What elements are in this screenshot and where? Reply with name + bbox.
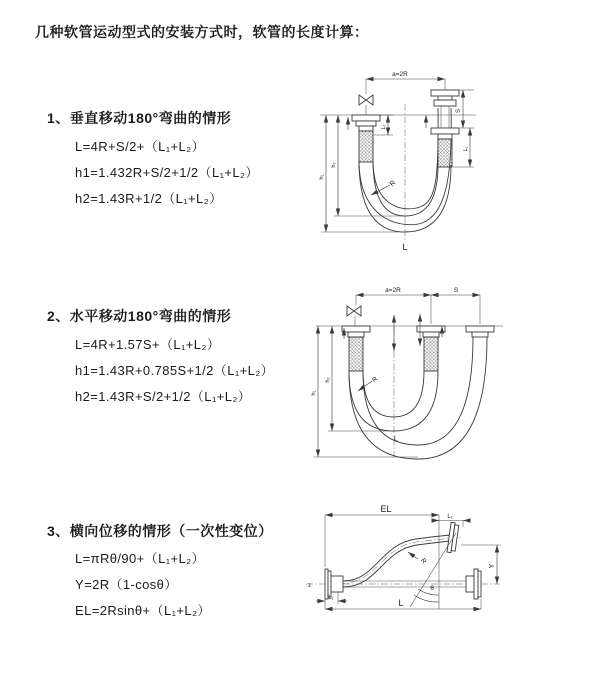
dimension-a2r [356,287,480,324]
label-l: L [402,242,408,252]
dimension-l [325,598,481,609]
label-h1: h₁ [319,174,325,180]
formula-line: h1=1.432R+S/2+1/2（L₁+L₂） [75,165,259,180]
label-h2: h₂ [331,162,337,168]
right-flange [466,326,494,337]
section-3-heading: 3、横向位移的情形（一次性变位） [47,523,273,539]
radius-leader [358,375,379,391]
left-flange [342,326,370,371]
left-flange [352,115,380,162]
label-a2r: a=2R [385,287,401,294]
label-r: R [388,179,398,189]
label-r: R [370,375,380,385]
formula-line: L=πRθ/90+（L₁+L₂） [75,551,205,566]
diagram-lateral-displacement [298,497,598,649]
braid-section [359,131,373,162]
section-2-heading: 2、水平移动180°弯曲的情形 [47,308,232,324]
label-l1-left: L₁ [381,124,387,130]
formula-line: h2=1.43R+S/2+1/2（L₁+L₂） [75,389,252,404]
middle-flange [417,326,445,371]
label-h1: h₁ [311,390,317,396]
label-l1-right: L₁ [463,146,469,152]
label-y: Y [489,563,496,569]
formula-line: L=4R+S/2+（L₁+L₂） [75,139,206,154]
braid-section [349,337,363,371]
braid-section [424,337,438,371]
page-title: 几种软管运动型式的安装方式时，软管的长度计算： [35,24,369,40]
formula-line: EL=2Rsinθ+（L₁+L₂） [75,603,211,618]
label-h2: h₂ [325,377,331,383]
label-s: S [453,287,459,294]
radius-leader [408,552,428,565]
formula-line: Y=2R（1-cosθ） [75,577,178,592]
label-r: R [419,557,428,566]
label-l: L [398,598,404,608]
dimension-el [325,504,439,609]
formula-line: h2=1.43R+1/2（L₁+L₂） [75,191,223,206]
valve-icon [347,306,361,326]
valve-icon [359,95,373,115]
label-theta: θ [430,585,434,592]
z-mark: z [308,583,311,589]
label-el: EL [380,504,392,514]
dimension-l1-left [316,592,347,604]
label-l1-top: L₁ [447,514,453,520]
small-dimensions [394,314,420,351]
diagram-vertical-180-bend [308,64,598,259]
hose-arcs [349,337,487,459]
section-1-heading: 1、垂直移动180°弯曲的情形 [47,110,232,126]
formula-line: L=4R+1.57S+（L₁+L₂） [75,337,221,352]
diagram-horizontal-180-bend [308,281,598,461]
formula-line: h1=1.43R+0.785S+1/2（L₁+L₂） [75,363,275,378]
label-a2r: a=2R [392,71,408,78]
right-flange-assembly [431,90,459,167]
braid-section [438,139,452,167]
label-l: L [393,434,399,443]
label-s: S [456,108,462,114]
curved-hose [338,535,461,587]
angle-theta [410,533,456,607]
label-l1-left: L₁ [328,595,334,601]
